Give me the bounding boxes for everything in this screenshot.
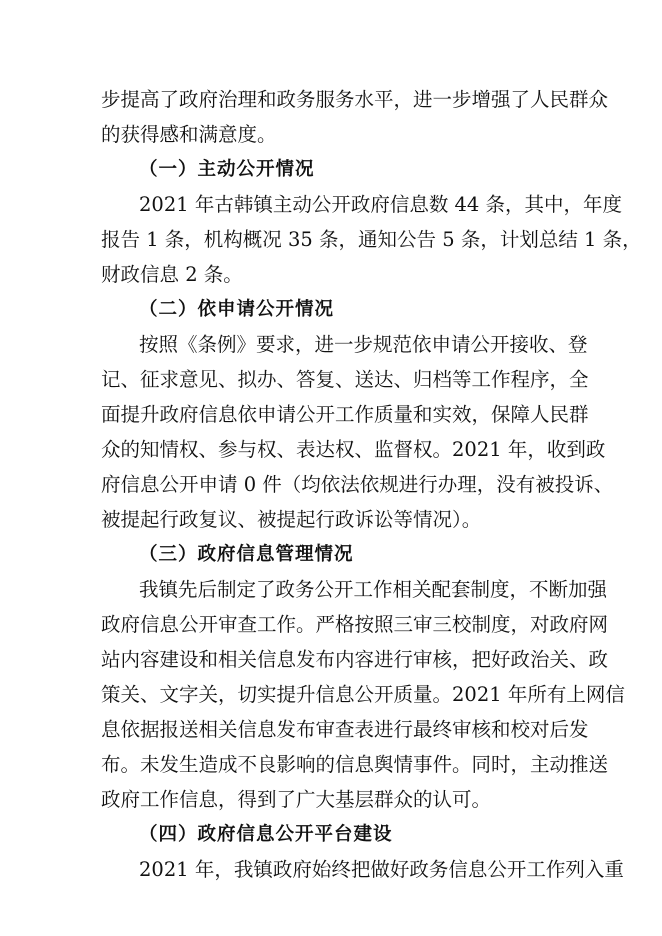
- paragraph-line: 布。未发生造成不良影响的信息舆情事件。同时，主动推送: [101, 753, 609, 776]
- paragraph-line: 财政信息 2 条。: [101, 263, 243, 286]
- section-heading-application-disclosure: （二）依申请公开情况: [139, 299, 335, 320]
- paragraph-line: 被提起行政复议、被提起行政诉讼等情况）。: [101, 508, 482, 531]
- paragraph-line: 府信息公开申请 0 件（均依法依规进行办理，没有被投诉、: [101, 473, 614, 496]
- paragraph-line: 政府信息公开审查工作。严格按照三审三校制度，对政府网: [101, 613, 609, 636]
- paragraph-line: 众的知情权、参与权、表达权、监督权。2021 年，收到政: [101, 438, 606, 461]
- paragraph-line: 面提升政府信息依申请公开工作质量和实效，保障人民群: [101, 403, 589, 426]
- section-heading-platform-construction: （四）政府信息公开平台建设: [139, 824, 393, 845]
- paragraph-line: 报告 1 条，机构概况 35 条，通知公告 5 条，计划总结 1 条，: [101, 228, 642, 251]
- paragraph-line: 按照《条例》要求，进一步规范依申请公开接收、登: [139, 333, 588, 356]
- paragraph-line: 我镇先后制定了政务公开工作相关配套制度，不断加强: [139, 578, 608, 601]
- paragraph-line: 2021 年，我镇政府始终把做好政务信息公开工作列入重: [139, 858, 624, 881]
- paragraph-line: 息依据报送相关信息发布审查表进行最终审核和校对后发: [101, 718, 589, 741]
- paragraph-line: 2021 年古韩镇主动公开政府信息数 44 条，其中，年度: [139, 193, 623, 216]
- paragraph-line: 政府工作信息，得到了广大基层群众的认可。: [101, 788, 492, 811]
- section-heading-info-management: （三）政府信息管理情况: [139, 544, 354, 565]
- paragraph-line: 策关、文字关，切实提升信息公开质量。2021 年所有上网信: [101, 683, 625, 706]
- paragraph-line: 的获得感和满意度。: [101, 123, 277, 146]
- paragraph-line: 站内容建设和相关信息发布内容进行审核，把好政治关、政: [101, 648, 609, 671]
- paragraph-line: 步提高了政府治理和政务服务水平，进一步增强了人民群众: [101, 88, 609, 111]
- section-heading-active-disclosure: （一）主动公开情况: [139, 159, 315, 180]
- paragraph-line: 记、征求意见、拟办、答复、送达、归档等工作程序，全: [101, 368, 589, 391]
